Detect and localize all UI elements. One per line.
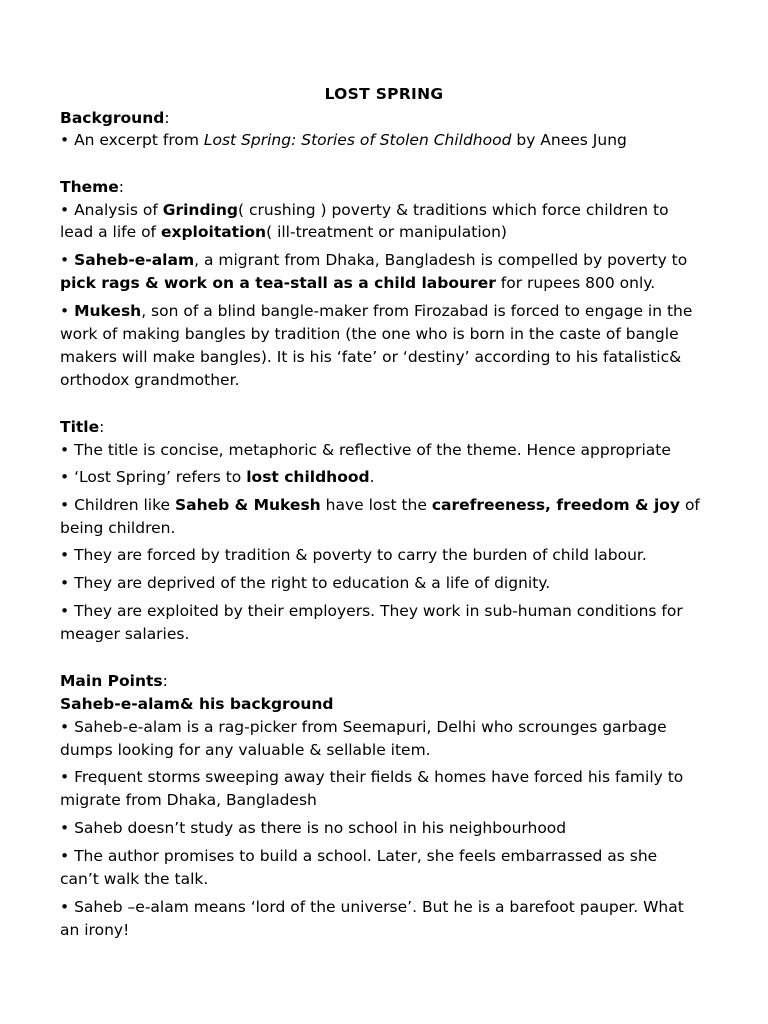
title-bullet-2: • ‘Lost Spring’ refers to lost childhood. — [60, 468, 375, 486]
theme-bullet-2-line-1: • Saheb-e-alam, a migrant from Dhaka, Bangladesh is compelled by poverty to — [60, 251, 688, 269]
theme-bullet-1-line-1: • Analysis of Grinding( crushing ) poverty & traditions which force children to — [60, 201, 669, 219]
theme-bullet-3-line-3: makers will make bangles). It is his ‘fate’ or ‘destiny’ according to his fatalistic& — [60, 348, 682, 366]
main-bullet-1-line-1: • Saheb-e-alam is a rag-picker from Seemapuri, Delhi who scrounges garbage — [60, 718, 667, 736]
document-title: LOST SPRING — [324, 85, 444, 103]
title-bullet-3-line-1: • Children like Saheb & Mukesh have lost the carefreeness, freedom & joy of — [60, 496, 700, 514]
main-bullet-4-line-2: can’t walk the talk. — [60, 870, 209, 888]
title-bullet-4: • They are forced by tradition & poverty to carry the burden of child labour. — [60, 546, 647, 564]
main-bullet-1-line-2: dumps looking for any valuable & sellable item. — [60, 741, 431, 759]
title-bullet-6-line-1: • They are exploited by their employers. They work in sub-human conditions for — [60, 602, 683, 620]
theme-bullet-3-line-4: orthodox grandmother. — [60, 371, 240, 389]
title-bullet-1: • The title is concise, metaphoric & reflective of the theme. Hence appropriate — [60, 441, 671, 459]
theme-bullet-1-line-2: lead a life of exploitation( ill-treatment or manipulation) — [60, 223, 507, 241]
theme-bullet-3-line-2: work of making bangles by tradition (the one who is born in the caste of bangle — [60, 325, 679, 343]
title-bullet-3-line-2: being children. — [60, 519, 176, 537]
background-heading: Background: — [60, 109, 170, 127]
background-line: • An excerpt from Lost Spring: Stories of Stolen Childhood by Anees Jung — [60, 131, 627, 149]
main-points-subheading: Saheb-e-alam& his background — [60, 695, 334, 713]
main-bullet-2-line-2: migrate from Dhaka, Bangladesh — [60, 791, 317, 809]
main-bullet-4-line-1: • The author promises to build a school. Later, she feels embarrassed as she — [60, 847, 658, 865]
title-bullet-5: • They are deprived of the right to education & a life of dignity. — [60, 574, 551, 592]
main-bullet-2-line-1: • Frequent storms sweeping away their fields & homes have forced his family to — [60, 768, 684, 786]
main-bullet-3: • Saheb doesn’t study as there is no school in his neighbourhood — [60, 819, 567, 837]
main-bullet-5-line-1: • Saheb –e-alam means ‘lord of the universe’. But he is a barefoot pauper. What — [60, 898, 684, 916]
main-points-heading: Main Points: — [60, 672, 168, 690]
theme-bullet-2-line-2: pick rags & work on a tea-stall as a child labourer for rupees 800 only. — [60, 274, 656, 292]
title-heading: Title: — [60, 418, 105, 436]
main-bullet-5-line-2: an irony! — [60, 921, 130, 939]
title-bullet-6-line-2: meager salaries. — [60, 625, 190, 643]
book-title: Lost Spring: Stories of Stolen Childhood — [203, 131, 512, 149]
theme-heading: Theme: — [60, 178, 125, 196]
theme-bullet-3-line-1: • Mukesh, son of a blind bangle-maker from Firozabad is forced to engage in the — [60, 302, 693, 320]
